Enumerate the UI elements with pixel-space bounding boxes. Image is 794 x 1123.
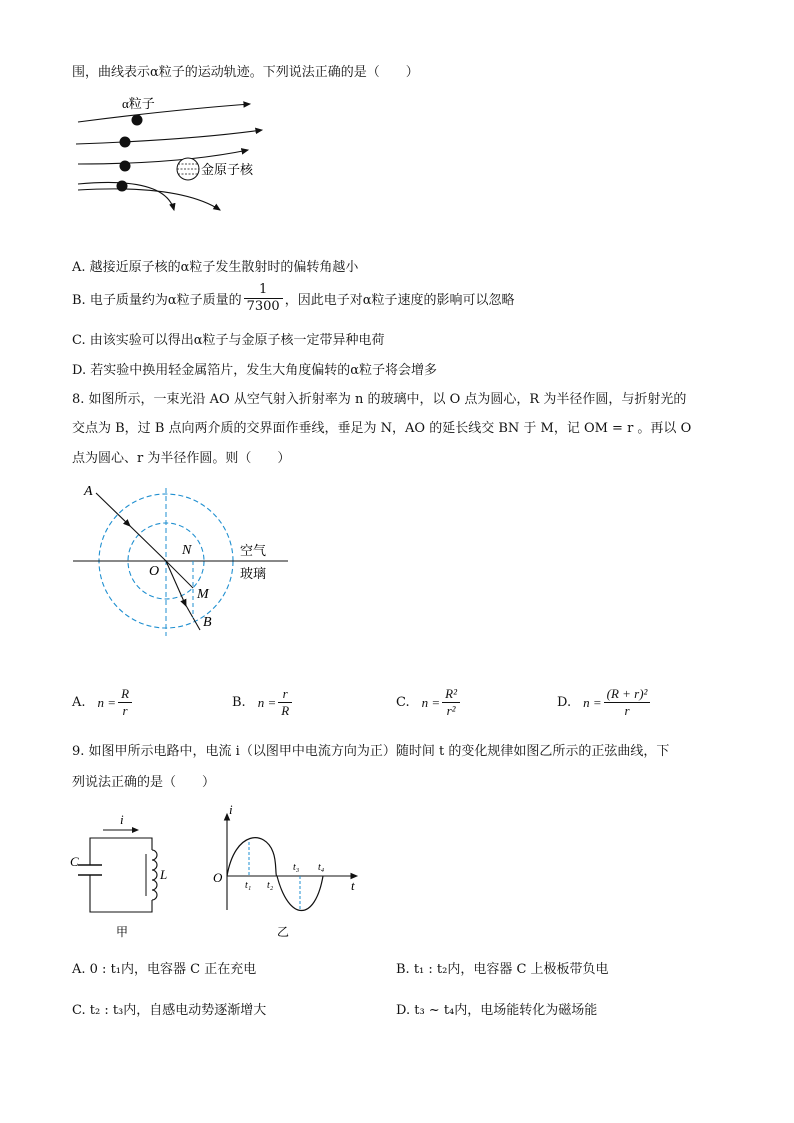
alpha-particle xyxy=(132,115,143,126)
alpha-particle xyxy=(120,161,131,172)
q8-option-b[interactable] xyxy=(232,686,294,719)
q7-option-d[interactable]: D. 若实验中换用轻金属箔片，发生大角度偏转的α粒子将会增多 xyxy=(72,363,438,378)
label-C: C xyxy=(70,854,79,869)
q7-option-b[interactable] xyxy=(72,282,514,315)
q9-stem-line1: 9. 如图甲所示电路中，电流 i（以图甲中电流方向为正）随时间 t 的变化规律如图乙所示的正弦曲线，下 xyxy=(72,744,670,759)
q8-stem-line1: 8. 如图所示，一束光沿 AO 从空气射入折射率为 n 的玻璃中，以 O 点为圆心，R 为半径作圆，与折射光的 xyxy=(72,392,687,407)
inductor-coil xyxy=(152,850,157,900)
lc-circuit-figure xyxy=(68,808,178,943)
refraction-figure xyxy=(70,478,300,638)
q9-option-c[interactable]: C. t₂ : t₃内，自感电动势逐渐增大 xyxy=(72,1003,267,1018)
current-time-graph xyxy=(205,800,365,945)
fraction-denominator: R xyxy=(281,703,290,718)
label-M: M xyxy=(197,587,209,602)
label-N: N xyxy=(182,543,192,558)
label-L: L xyxy=(160,867,168,882)
option-lhs: n = xyxy=(257,694,277,710)
q8-option-d[interactable] xyxy=(557,686,652,719)
q8-stem-line3: 点为圆心、r 为半径作圆。则（ ） xyxy=(72,451,291,466)
alpha-particle xyxy=(120,137,131,148)
gold-nucleus xyxy=(177,158,199,180)
label-B: B xyxy=(203,615,212,630)
q7-stem-tail: 围，曲线表示α粒子的运动轨迹。下列说法正确的是（ ） xyxy=(72,65,419,80)
graph-label-i: i xyxy=(229,802,233,817)
fraction-denominator: r² xyxy=(446,703,456,718)
trajectory-2 xyxy=(76,130,262,144)
option-lhs: n = xyxy=(421,694,441,710)
sine-curve xyxy=(227,838,323,911)
graph-label-t4: t₄ xyxy=(318,862,325,873)
q9-stem-line2: 列说法正确的是（ ） xyxy=(72,775,216,790)
q8-option-a[interactable] xyxy=(72,686,134,719)
q8-stem-line2: 交点为 B，过 B 点向两介质的交界面作垂线，垂足为 N，AO 的延长线交 BN 于 M，记 OM = r 。再以 O xyxy=(72,421,692,436)
trajectory-5 xyxy=(78,189,220,210)
label-O: O xyxy=(149,564,160,579)
option-label: A. xyxy=(72,695,86,710)
alpha-particle xyxy=(117,181,128,192)
q7-option-a[interactable]: A. 越接近原子核的α粒子发生散射时的偏转角越小 xyxy=(72,260,359,275)
nucleus-label: 金原子核 xyxy=(201,162,254,177)
q7-option-b-fraction xyxy=(244,282,283,315)
fraction-numerator: 1 xyxy=(244,282,283,299)
caption-jia: 甲 xyxy=(116,925,129,939)
q9-option-d[interactable]: D. t₃ ~ t₄内，电场能转化为磁场能 xyxy=(396,1003,598,1018)
option-lhs: n = xyxy=(97,694,117,710)
label-A: A xyxy=(84,484,93,499)
graph-label-t: t xyxy=(351,878,355,893)
q8-option-c[interactable] xyxy=(396,686,462,719)
label-i: i xyxy=(120,812,124,827)
option-label: D. xyxy=(557,695,572,710)
fraction-numerator: R² xyxy=(442,686,460,703)
q7-option-c[interactable]: C. 由该实验可以得出α粒子与金原子核一定带异种电荷 xyxy=(72,333,385,348)
fraction-numerator: (R + r)² xyxy=(604,686,651,703)
fraction-denominator: 7300 xyxy=(246,299,280,314)
fraction-numerator: R xyxy=(118,686,132,703)
graph-label-O: O xyxy=(213,870,223,885)
caption-yi: 乙 xyxy=(277,925,290,939)
option-lhs: n = xyxy=(583,694,602,710)
graph-label-t2: t₂ xyxy=(267,880,274,891)
fraction-denominator: r xyxy=(122,703,128,718)
fraction-numerator: r xyxy=(278,686,292,703)
q9-option-b[interactable]: B. t₁ : t₂内，电容器 C 上极板带负电 xyxy=(396,962,609,977)
trajectory-1 xyxy=(78,104,250,122)
alpha-label: α粒子 xyxy=(122,96,155,111)
label-glass: 玻璃 xyxy=(240,567,267,582)
alpha-scattering-figure xyxy=(70,92,290,217)
incident-ray xyxy=(96,493,130,526)
option-label: B. xyxy=(232,695,246,710)
graph-label-t3: t₃ xyxy=(293,862,300,873)
q7-option-b-pre: B. 电子质量约为α粒子质量的 xyxy=(72,293,242,308)
option-label: C. xyxy=(396,695,410,710)
q9-option-a[interactable]: A. 0 : t₁内，电容器 C 正在充电 xyxy=(72,962,257,977)
fraction-denominator: r xyxy=(624,703,630,718)
graph-label-t1: t₁ xyxy=(245,880,252,891)
q7-option-b-post: ，因此电子对α粒子速度的影响可以忽略 xyxy=(284,293,515,308)
label-air: 空气 xyxy=(240,544,267,559)
